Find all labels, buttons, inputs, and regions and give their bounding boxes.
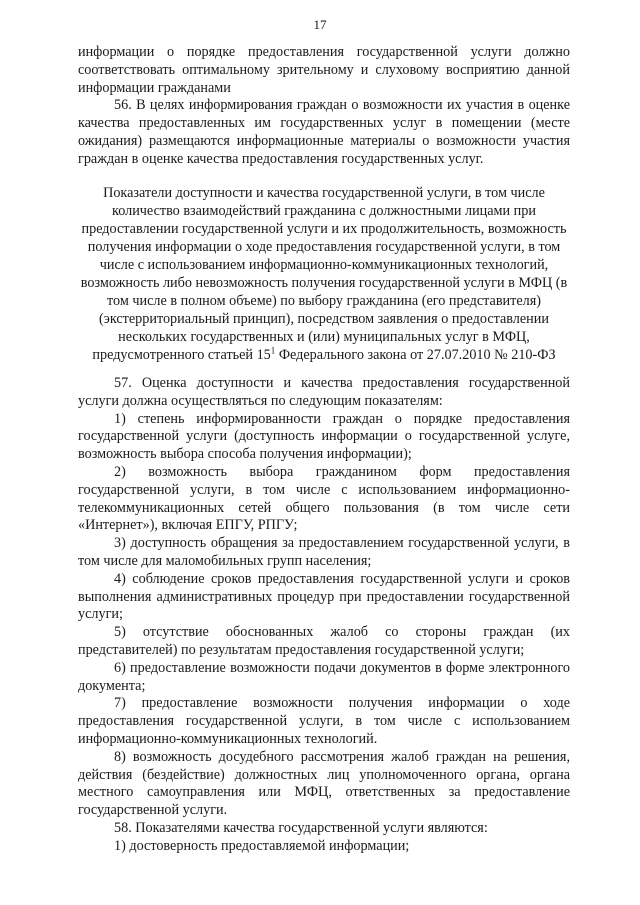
list-item: 2) возможность выбора гражданином форм предоставления государственной услуги, в том числе с использованием информационно-телекоммуникационных сетей общего пользования (в том числе сети «Интернет»), включая ЕПГУ, РПГУ; xyxy=(78,463,570,534)
list-item: 8) возможность досудебного рассмотрения жалоб граждан на решения, действия (бездействие) должностных лиц уполномоченного органа, органа местного самоуправления или МФЦ, ответственных за предоставление государственной услуги. xyxy=(78,748,570,819)
text-block-bottom xyxy=(78,375,570,856)
list-item: 1) степень информированности граждан о порядке предоставления государственной услуги (доступность информации о государственной услуге, возможность выбора способа получения информации); xyxy=(78,410,570,463)
list-item: 3) доступность обращения за предоставлением государственной услуги, в том числе для маломобильных групп населения; xyxy=(78,535,570,569)
footnote-superscript: 1 xyxy=(270,345,276,356)
paragraph-56: 56. В целях информирования граждан о возможности их участия в оценке качества предоставленных им государственных услуг в помещении (месте ожидания) размещаются информационные материалы о возможности участия граждан в оценке качества предоставления государственных услуг. xyxy=(78,97,570,167)
list-item: 7) предоставление возможности получения информации о ходе предоставления государственной услуги, в том числе с использованием информационно-коммуникационных технологий. xyxy=(78,695,570,747)
list-item: 1) достоверность предоставляемой информации; xyxy=(114,837,410,854)
section-heading xyxy=(78,184,570,364)
list-item: 6) предоставление возможности подачи документов в форме электронного документа; xyxy=(78,659,570,694)
list-item: 4) соблюдение сроков предоставления государственной услуги и сроков выполнения административных процедур при предоставлении государственной услуги; xyxy=(78,570,570,623)
text-block-top xyxy=(78,44,570,169)
paragraph-58: 58. Показателями качества государственной услуги являются: xyxy=(114,819,488,836)
paragraph-57: 57. Оценка доступности и качества предоставления государственной услуги должна осуществляться по следующим показателям: xyxy=(78,375,570,409)
paragraph-continuation: информации о порядке предоставления государственной услуги должно соответствовать оптимальному зрительному и слуховому восприятию данной информации гражданами xyxy=(78,44,570,96)
page-number: 17 xyxy=(313,17,327,32)
section-heading-text: Показатели доступности и качества государственной услуги, в том числе количество взаимодействий гражданина с должностными лицами при предоставлении государственной услуги и их продолжительность, возможность получения информации о ходе предоставления государственной услуги, в том числе с использованием информационно-коммуникационных технологий, возможность либо невозможность получения государственной услуги в МФЦ (в том числе в полном объеме) по выбору гражданина (его представителя) (экстерриториальный принцип), посредством заявления о предоставлении нескольких государственных и (или) муниципальных услуг в МФЦ, предусмотренного статьей 15 xyxy=(80,185,568,363)
section-heading-text-end: Федерального закона от 27.07.2010 № 210-ФЗ xyxy=(275,347,556,363)
list-item: 5) отсутствие обоснованных жалоб со стороны граждан (их представителей) по результатам предоставления государственной услуги; xyxy=(78,624,570,658)
